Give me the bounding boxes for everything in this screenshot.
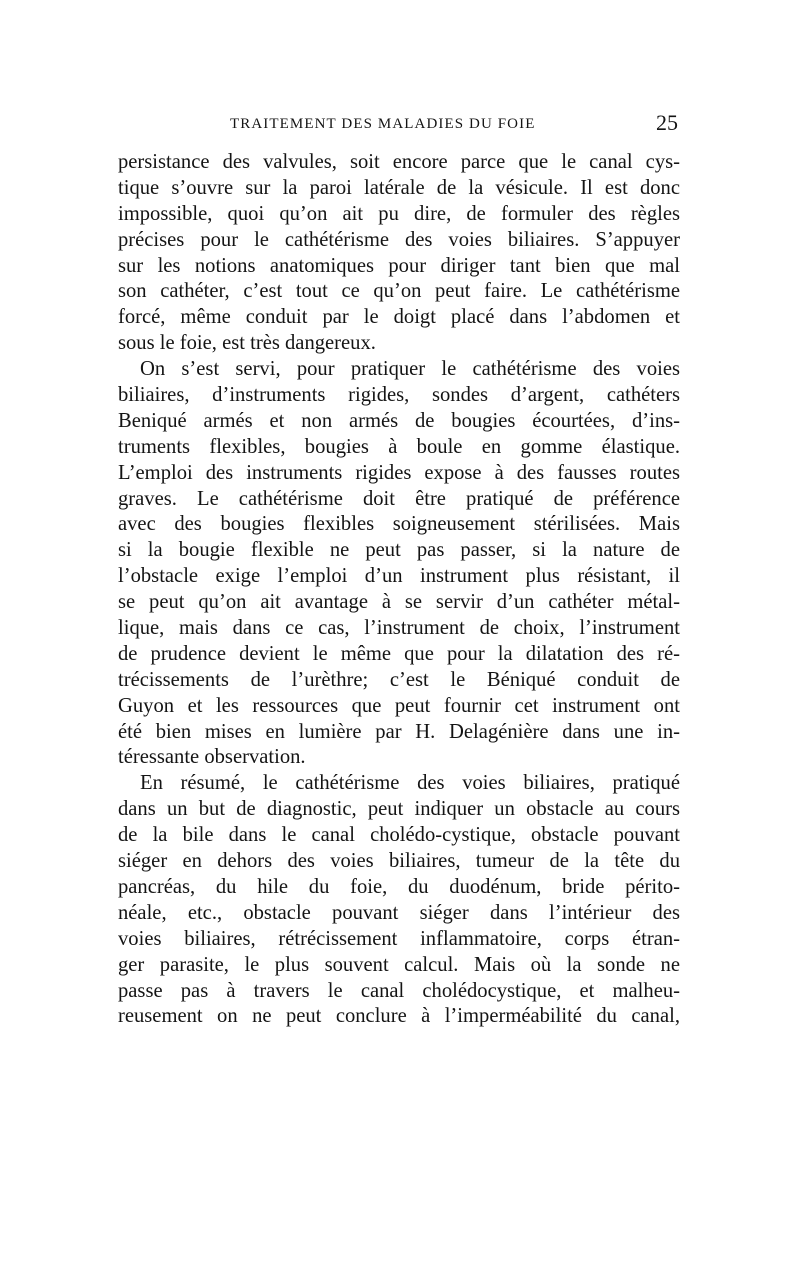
text-line: voies biliaires, rétrécissement inflammatoire, corps étran- bbox=[118, 927, 680, 950]
paragraph-end-line: sous le foie, est très dangereux. bbox=[118, 332, 376, 355]
text-line: siéger en dehors des voies biliaires, tumeur de la tête du bbox=[118, 850, 680, 873]
text-line: pancréas, du hile du foie, du duodénum, bride périto- bbox=[118, 875, 680, 898]
text-line: trécissements de l’urèthre; c’est le Béniqué conduit de bbox=[118, 668, 680, 691]
text-line: impossible, quoi qu’on ait pu dire, de formuler des règles bbox=[118, 202, 680, 225]
text-line: truments flexibles, bougies à boule en gomme élastique. bbox=[118, 435, 680, 458]
text-line: son cathéter, c’est tout ce qu’on peut faire. Le cathétérisme bbox=[118, 280, 680, 303]
text-line: lique, mais dans ce cas, l’instrument de choix, l’instrument bbox=[118, 617, 680, 640]
text-line: l’obstacle exige l’emploi d’un instrument plus résistant, il bbox=[118, 565, 680, 588]
paragraph-start-line: En résumé, le cathétérisme des voies biliaires, pratiqué bbox=[140, 772, 680, 795]
paragraph-end-line: téressante observation. bbox=[118, 746, 306, 769]
text-line: biliaires, d’instruments rigides, sondes d’argent, cathéters bbox=[118, 384, 680, 407]
body-text bbox=[118, 150, 680, 1030]
text-line: reusement on ne peut conclure à l’imperméabilité du canal, bbox=[118, 1005, 680, 1028]
text-line: passe pas à travers le canal cholédocystique, et malheu- bbox=[118, 979, 680, 1002]
text-line: persistance des valvules, soit encore parce que le canal cys- bbox=[118, 151, 680, 173]
text-line: néale, etc., obstacle pouvant siéger dans l’intérieur des bbox=[118, 901, 680, 924]
text-line: tique s’ouvre sur la paroi latérale de la vésicule. Il est donc bbox=[118, 176, 680, 199]
text-line: si la bougie flexible ne peut pas passer, si la nature de bbox=[118, 539, 680, 562]
text-line: précises pour le cathétérisme des voies biliaires. S’appuyer bbox=[118, 228, 680, 251]
text-line: été bien mises en lumière par H. Delagénière dans une in- bbox=[118, 720, 680, 743]
text-line: sur les notions anatomiques pour diriger tant bien que mal bbox=[118, 254, 680, 277]
text-line: L’emploi des instruments rigides expose à des fausses routes bbox=[118, 461, 680, 484]
text-line: ger parasite, le plus souvent calcul. Mais où la sonde ne bbox=[118, 953, 680, 976]
text-line: forcé, même conduit par le doigt placé dans l’abdomen et bbox=[118, 306, 680, 329]
text-line: dans un but de diagnostic, peut indiquer un obstacle au cours bbox=[118, 798, 680, 821]
paragraph-start-line: On s’est servi, pour pratiquer le cathétérisme des voies bbox=[140, 358, 680, 381]
running-title: TRAITEMENT DES MALADIES DU FOIE bbox=[230, 116, 536, 132]
text-line: de prudence devient le même que pour la dilatation des ré- bbox=[118, 642, 680, 665]
text-line: graves. Le cathétérisme doit être pratiqué de préférence bbox=[118, 487, 680, 510]
page-number: 25 bbox=[656, 110, 678, 135]
text-line: Guyon et les ressources que peut fournir cet instrument ont bbox=[118, 694, 680, 717]
text-line: avec des bougies flexibles soigneusement stérilisées. Mais bbox=[118, 513, 680, 536]
text-line: Beniqué armés et non armés de bougies écourtées, d’ins- bbox=[118, 409, 680, 432]
text-line: se peut qu’on ait avantage à se servir d’un cathéter métal- bbox=[118, 591, 680, 614]
running-head bbox=[118, 110, 680, 140]
text-line: de la bile dans le canal cholédo-cystique, obstacle pouvant bbox=[118, 824, 680, 847]
